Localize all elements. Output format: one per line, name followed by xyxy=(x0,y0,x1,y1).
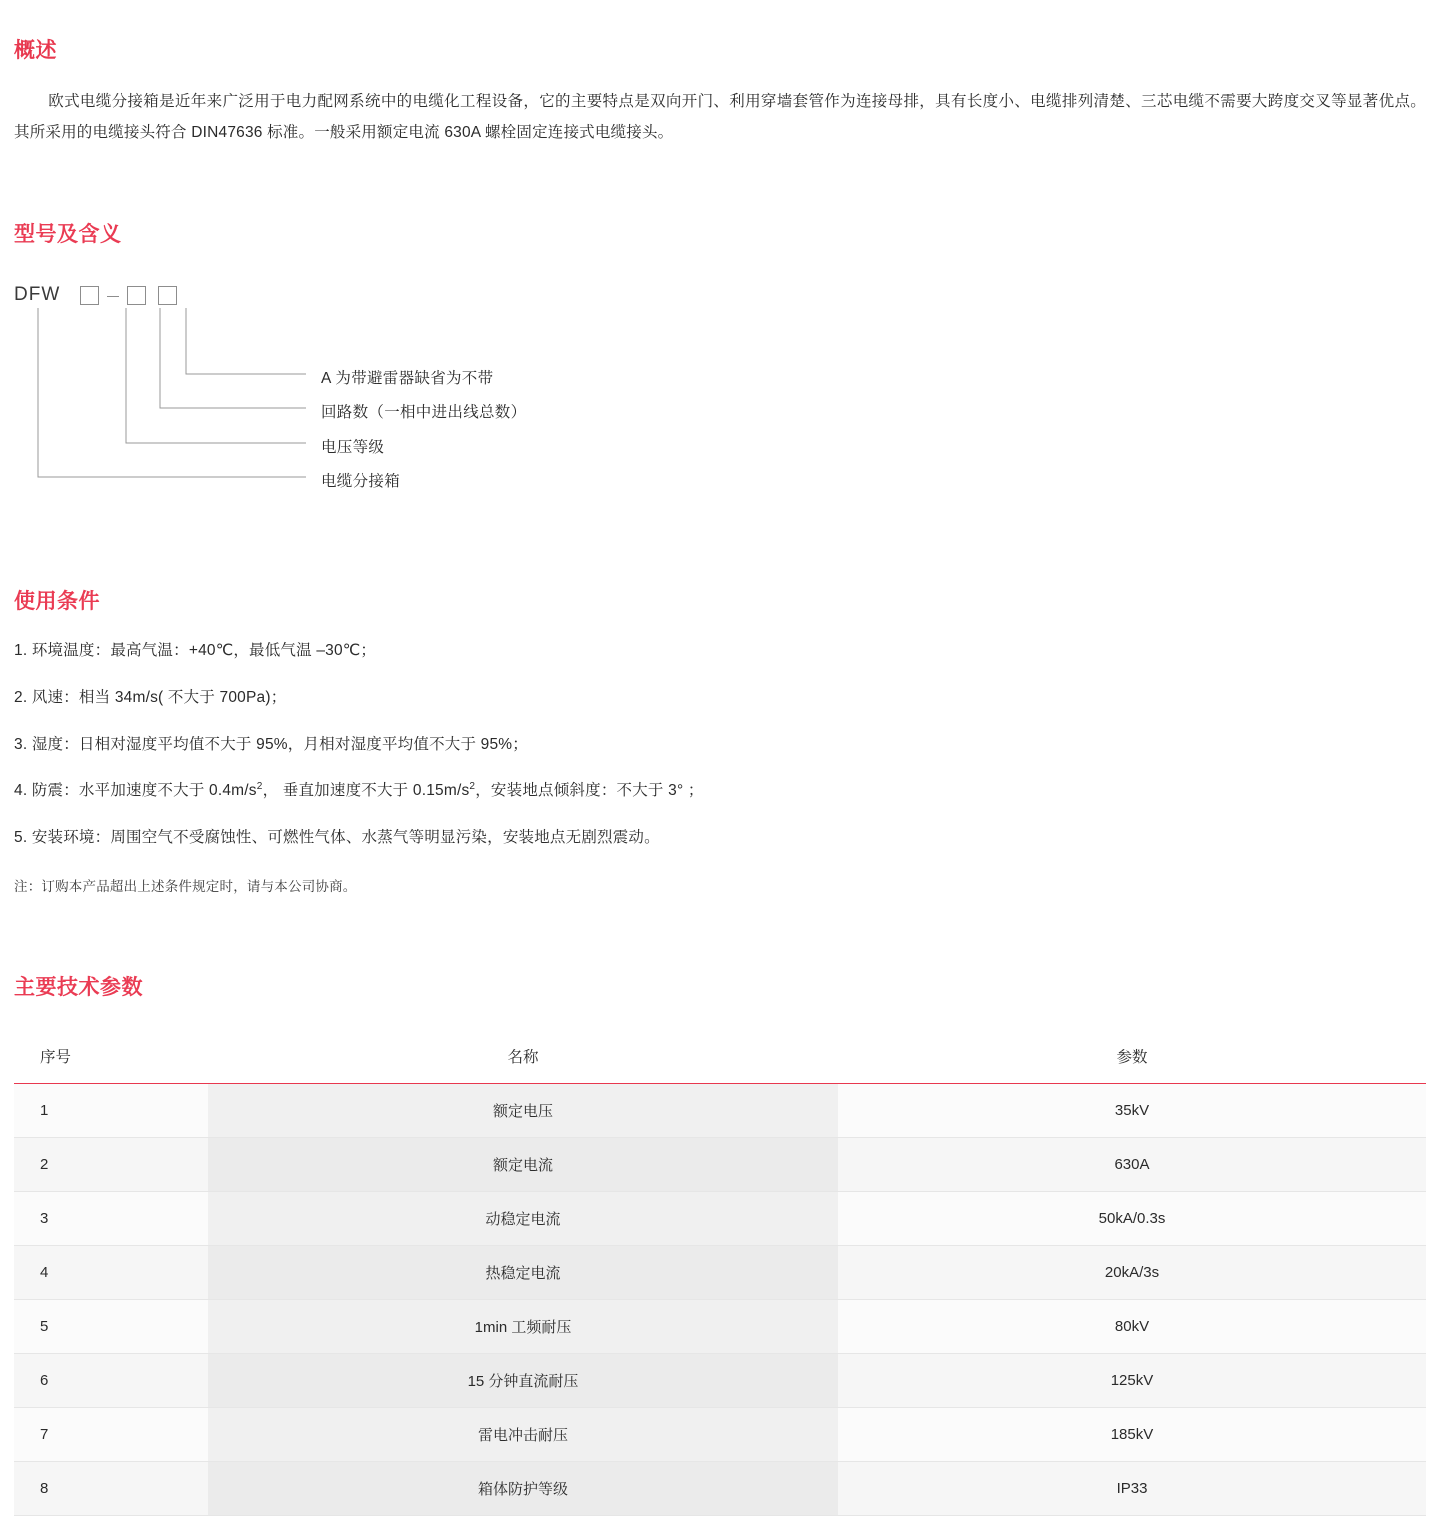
table-row xyxy=(14,1300,1426,1354)
condition-item-4-sup-1: 2 xyxy=(256,781,263,793)
params-table xyxy=(14,1029,1426,1516)
condition-item-4-part-b: ， 垂直加速度不大于 0.15m/s xyxy=(262,782,470,800)
row-no: 7 xyxy=(14,1408,208,1462)
row-name: 额定电流 xyxy=(208,1138,838,1192)
model-legend-circuits: 回路数（一相中进出线总数） xyxy=(321,404,527,421)
condition-item-4 xyxy=(14,779,1426,804)
params-header-no: 序号 xyxy=(14,1029,208,1084)
row-value: IP33 xyxy=(838,1462,1426,1516)
row-name: 1min 工频耐压 xyxy=(208,1300,838,1354)
model-legend-box: 电缆分接箱 xyxy=(321,473,401,490)
table-row xyxy=(14,1354,1426,1408)
params-header-value: 参数 xyxy=(838,1029,1426,1084)
section-title-model: 型号及含义 xyxy=(14,223,122,246)
model-leader-lines xyxy=(14,278,314,513)
section-title-overview: 概述 xyxy=(14,39,57,62)
row-value: 20kA/3s xyxy=(838,1246,1426,1300)
row-no: 2 xyxy=(14,1138,208,1192)
row-name: 热稳定电流 xyxy=(208,1246,838,1300)
model-code-prefix: DFW xyxy=(14,284,61,305)
overview-paragraph xyxy=(14,86,1426,148)
table-row xyxy=(14,1246,1426,1300)
section-title-params: 主要技术参数 xyxy=(14,976,143,1000)
model-legend-arrester: A 为带避雷器缺省为不带 xyxy=(321,370,494,387)
row-value: 80kV xyxy=(838,1300,1426,1354)
condition-item-5: 5. 安装环境：周围空气不受腐蚀性、可燃性气体、水蒸气等明显污染，安装地点无剧烈震动。 xyxy=(14,829,660,847)
row-value: 185kV xyxy=(838,1408,1426,1462)
row-name: 雷电冲击耐压 xyxy=(208,1408,838,1462)
row-no: 4 xyxy=(14,1246,208,1300)
condition-item-2: 2. 风速：相当 34m/s( 不大于 700Pa)； xyxy=(14,688,287,706)
row-no: 5 xyxy=(14,1300,208,1354)
params-table-wrapper xyxy=(14,1029,1426,1516)
table-row xyxy=(14,1084,1426,1138)
condition-item-4-part-a: 4. 防震：水平加速度不大于 0.4m/s xyxy=(14,782,257,800)
section-title-conditions: 使用条件 xyxy=(14,590,100,613)
overview-paragraph-text: 欧式电缆分接箱是近年来广泛用于电力配网系统中的电缆化工程设备，它的主要特点是双向开门、利用穿墙套管作为连接母排，具有长度小、电缆排列清楚、三芯电缆不需要大跨度交叉等显著优点。其所采用的电缆接头符合 DIN47636 标准。一般采用额定电流 630A 螺栓固定连接式电缆接头。 xyxy=(14,93,1426,141)
model-legend-voltage: 电压等级 xyxy=(321,439,385,456)
condition-item-4-part-c: ，安装地点倾斜度：不大于 3° ； xyxy=(475,782,704,800)
table-row xyxy=(14,1408,1426,1462)
params-table-head xyxy=(14,1029,1426,1084)
condition-item-1: 1. 环境温度：最高气温：+40℃，最低气温 –30℃； xyxy=(14,642,377,659)
row-value: 35kV xyxy=(838,1084,1426,1138)
condition-item-3: 3. 湿度：日相对湿度平均值不大于 95%，月相对湿度平均值不大于 95%； xyxy=(14,735,528,753)
row-name: 15 分钟直流耐压 xyxy=(208,1354,838,1408)
table-row xyxy=(14,1192,1426,1246)
condition-item-4-sup-2: 2 xyxy=(469,781,476,793)
row-no: 8 xyxy=(14,1462,208,1516)
model-diagram xyxy=(14,278,1426,513)
row-no: 1 xyxy=(14,1084,208,1138)
row-no: 6 xyxy=(14,1354,208,1408)
row-name: 额定电压 xyxy=(208,1084,838,1138)
conditions-list xyxy=(14,639,1426,895)
row-value: 125kV xyxy=(838,1354,1426,1408)
row-no: 3 xyxy=(14,1192,208,1246)
row-value: 50kA/0.3s xyxy=(838,1192,1426,1246)
params-header-row xyxy=(14,1029,1426,1084)
table-row xyxy=(14,1138,1426,1192)
conditions-note: 注：订购本产品超出上述条件规定时，请与本公司协商。 xyxy=(14,879,357,895)
params-header-name: 名称 xyxy=(208,1029,838,1084)
row-name: 动稳定电流 xyxy=(208,1192,838,1246)
row-value: 630A xyxy=(838,1138,1426,1192)
row-name: 箱体防护等级 xyxy=(208,1462,838,1516)
params-table-body xyxy=(14,1084,1426,1516)
table-row xyxy=(14,1462,1426,1516)
